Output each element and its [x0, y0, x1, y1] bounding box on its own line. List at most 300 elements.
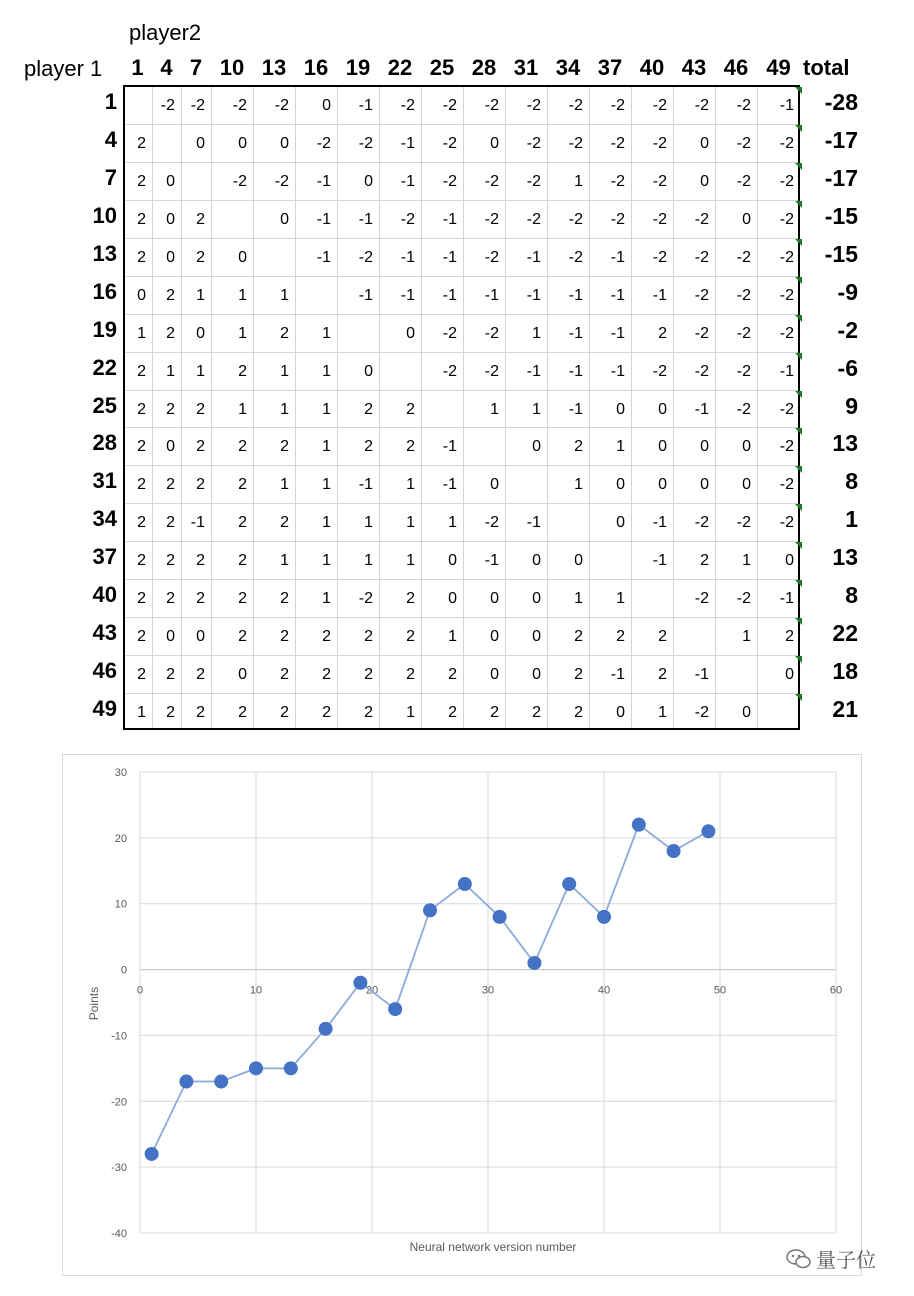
y-tick-label: -40 [111, 1228, 127, 1240]
row-total: 13 [832, 430, 858, 457]
table-cell: -2 [400, 210, 415, 228]
table-cell: -1 [526, 248, 541, 266]
data-point [319, 1022, 333, 1036]
table-cell: -2 [274, 97, 289, 114]
table-cell: -2 [779, 514, 794, 532]
table-cell: -2 [442, 172, 457, 190]
row-header: 22 [92, 354, 117, 380]
table-cell: 1 [490, 400, 499, 418]
table-cell: 2 [658, 666, 667, 684]
table-cell: 0 [196, 628, 205, 646]
data-point [179, 1075, 193, 1089]
note-flag-icon [795, 315, 802, 322]
table-cell: 2 [364, 666, 373, 684]
column-header: 7 [189, 55, 203, 80]
table-cell: -1 [358, 97, 373, 114]
table-cell: 2 [406, 400, 415, 418]
table-cell: 2 [196, 438, 205, 456]
series-line [152, 825, 709, 1154]
table-cell: -2 [779, 172, 794, 190]
table-cell: 1 [238, 324, 247, 342]
table-cell: -1 [358, 476, 373, 494]
table-cell: 0 [166, 628, 175, 646]
table-cell: -1 [442, 476, 457, 494]
data-point [632, 818, 646, 832]
table-cell: 0 [364, 172, 373, 190]
table-cell: 0 [574, 552, 583, 570]
table-cell: -2 [358, 134, 373, 152]
table-cell: 2 [280, 704, 289, 722]
note-flag-icon [795, 391, 802, 398]
table-cell: 2 [322, 666, 331, 684]
table-cell: 2 [280, 628, 289, 646]
grid-row-line [125, 238, 798, 239]
table-cell: 2 [137, 514, 146, 532]
table-cell: -2 [610, 172, 625, 190]
table-cell: -1 [568, 324, 583, 342]
table-cell: 2 [448, 666, 457, 684]
table-cell: -1 [400, 248, 415, 266]
row-total: 8 [845, 468, 858, 495]
row-header: 40 [92, 582, 117, 608]
table-cell: -1 [358, 286, 373, 304]
grid-col-line [715, 87, 716, 728]
table-cell: 0 [196, 324, 205, 342]
table-cell: -2 [694, 324, 709, 342]
table-cell: -2 [442, 97, 457, 114]
table-cell: 0 [658, 438, 667, 456]
table-cell: 1 [137, 704, 146, 722]
table-cell: 2 [196, 590, 205, 608]
table-cell: -2 [526, 172, 541, 190]
data-point [145, 1147, 159, 1161]
table-cell: 2 [364, 400, 373, 418]
player1-label: player 1 [24, 56, 103, 81]
data-point [458, 877, 472, 891]
grid-col-line [181, 87, 182, 728]
table-cell: 2 [137, 476, 146, 494]
table-cell: -2 [736, 590, 751, 608]
table-cell: 1 [532, 400, 541, 418]
table-cell: 2 [280, 666, 289, 684]
data-point [701, 824, 715, 838]
data-point [249, 1061, 263, 1075]
table-cell: 0 [616, 476, 625, 494]
column-header: 22 [387, 55, 413, 80]
table-cell: 1 [322, 476, 331, 494]
note-flag-icon [795, 542, 802, 549]
x-tick-label: 40 [597, 984, 611, 997]
data-point [388, 1002, 402, 1016]
table-cell: -2 [442, 134, 457, 152]
table-cell: 2 [238, 552, 247, 570]
row-total: -17 [824, 164, 858, 191]
grid-col-line [631, 87, 632, 728]
table-cell: 0 [616, 704, 625, 722]
table-cell: -2 [358, 248, 373, 266]
table-cell: 2 [532, 704, 541, 722]
table-cell: 2 [238, 704, 247, 722]
table-cell: 0 [490, 476, 499, 494]
table-cell: -2 [316, 134, 331, 152]
table-cell: -2 [779, 248, 794, 266]
table-cell: -2 [652, 134, 667, 152]
table-cell: -2 [652, 210, 667, 228]
table-cell: 1 [280, 400, 289, 418]
row-header: 34 [92, 506, 117, 532]
table-cell: 2 [137, 210, 146, 228]
table-cell: 0 [166, 172, 175, 190]
table-cell: 2 [196, 476, 205, 494]
table-cell: 0 [658, 476, 667, 494]
table-cell: -2 [568, 97, 583, 114]
row-total: 9 [845, 392, 858, 419]
table-cell: 0 [658, 400, 667, 418]
table-cell: -2 [484, 248, 499, 266]
table-cell: -2 [484, 97, 499, 114]
grid-row-line [125, 352, 798, 353]
grid-col-line [421, 87, 422, 728]
table-cell: 0 [532, 666, 541, 684]
table-cell: 2 [364, 628, 373, 646]
table-cell: -2 [694, 590, 709, 608]
table-cell: -2 [232, 172, 247, 190]
row-header: 10 [92, 202, 117, 228]
row-header: 46 [92, 658, 117, 684]
table-cell: 2 [616, 628, 625, 646]
table-cell: -1 [316, 210, 331, 228]
table-cell: 1 [280, 362, 289, 380]
table-cell: 2 [364, 704, 373, 722]
table-cell: 1 [322, 438, 331, 456]
column-header: 43 [681, 55, 707, 80]
table-cell: 0 [406, 324, 415, 342]
table-cell: 1 [322, 590, 331, 608]
table-cell: 1 [616, 438, 625, 456]
note-flag-icon [795, 163, 802, 170]
grid-row-line [125, 200, 798, 201]
table-cell: 0 [166, 438, 175, 456]
table-cell: 2 [406, 438, 415, 456]
grid-col-line [152, 87, 153, 728]
row-header: 37 [92, 544, 117, 570]
row-total: 1 [845, 506, 858, 533]
table-cell: -2 [779, 286, 794, 304]
row-total: -15 [824, 240, 858, 267]
table-cell: -2 [779, 324, 794, 342]
table-cell: 2 [137, 552, 146, 570]
table-cell: -2 [568, 210, 583, 228]
column-header: 19 [345, 55, 371, 80]
note-flag-icon [795, 239, 802, 246]
table-cell: -2 [232, 97, 247, 114]
grid-row-line [125, 617, 798, 618]
table-cell: 2 [700, 552, 709, 570]
table-cell: 1 [196, 286, 205, 304]
row-header: 7 [104, 164, 117, 190]
table-cell: -2 [694, 362, 709, 380]
data-point [667, 844, 681, 858]
column-header: 4 [160, 55, 173, 80]
data-point [423, 903, 437, 917]
table-cell: 2 [490, 704, 499, 722]
table-cell: 2 [406, 666, 415, 684]
table-cell: 0 [448, 590, 457, 608]
note-flag-icon [795, 201, 802, 208]
table-cell: -2 [779, 210, 794, 228]
column-header: 49 [766, 55, 791, 80]
table-cell: 2 [166, 324, 175, 342]
results-grid [123, 85, 800, 730]
note-flag-icon [795, 277, 802, 284]
table-cell: 2 [166, 666, 175, 684]
table-cell: 2 [137, 248, 146, 266]
table-cell: -1 [526, 286, 541, 304]
table-cell: -1 [652, 552, 667, 570]
y-tick-label: 20 [114, 832, 127, 845]
table-cell: -2 [652, 248, 667, 266]
grid-row-line [125, 693, 798, 694]
grid-row-line [125, 390, 798, 391]
chart-frame [62, 754, 862, 1276]
note-flag-icon [795, 504, 802, 511]
table-cell: -1 [652, 514, 667, 532]
table-cell: -1 [190, 514, 205, 532]
grid-col-line [379, 87, 380, 728]
table-cell: -2 [736, 248, 751, 266]
x-tick-label: 50 [713, 984, 727, 997]
table-cell: 0 [532, 628, 541, 646]
row-header: 19 [92, 316, 117, 342]
grid-col-line [337, 87, 338, 728]
table-cell: -1 [610, 286, 625, 304]
table-cell: 1 [448, 514, 457, 532]
note-flag-icon [795, 87, 802, 94]
table-cell: 1 [574, 476, 583, 494]
grid-col-line [211, 87, 212, 728]
grid-col-line [505, 87, 506, 728]
table-cell: -2 [442, 324, 457, 342]
row-total: 21 [832, 696, 858, 723]
note-flag-icon [795, 618, 802, 625]
table-cell: 0 [280, 210, 289, 228]
table-cell: 2 [280, 324, 289, 342]
table-cell: 0 [490, 590, 499, 608]
y-tick-label: -10 [111, 1030, 127, 1043]
table-cell: 2 [137, 666, 146, 684]
note-flag-icon [795, 428, 802, 435]
table-cell: 0 [785, 666, 794, 684]
table-cell: -2 [484, 324, 499, 342]
table-cell: -1 [442, 286, 457, 304]
data-point [493, 910, 507, 924]
row-total: -6 [837, 354, 858, 381]
row-total: 18 [832, 658, 858, 685]
column-header: 40 [639, 55, 665, 80]
table-cell: -2 [736, 324, 751, 342]
table-cell: 2 [574, 704, 583, 722]
table-cell: 0 [700, 438, 709, 456]
table-cell: 2 [137, 134, 146, 152]
grid-col-line [757, 87, 758, 728]
table-cell: 2 [238, 438, 247, 456]
table-cell: 0 [238, 134, 247, 152]
data-point [562, 877, 576, 891]
note-flag-icon [795, 125, 802, 132]
table-cell: -2 [442, 362, 457, 380]
grid-col-line [547, 87, 548, 728]
column-header: 16 [303, 55, 329, 80]
table-cell: 0 [616, 514, 625, 532]
table-cell: 0 [137, 286, 146, 304]
table-cell: -2 [694, 514, 709, 532]
table-cell: -2 [779, 134, 794, 152]
grid-col-line [673, 87, 674, 728]
table-cell: -1 [779, 590, 794, 608]
table-cell: 2 [196, 552, 205, 570]
table-cell: 2 [196, 666, 205, 684]
table-cell: -1 [568, 286, 583, 304]
table-cell: 0 [532, 438, 541, 456]
table-cell: -2 [736, 400, 751, 418]
row-header: 49 [92, 696, 117, 722]
table-cell: -2 [736, 362, 751, 380]
table-cell: -2 [274, 172, 289, 190]
table-cell: 2 [448, 704, 457, 722]
table-cell: -1 [610, 324, 625, 342]
table-cell: 1 [532, 324, 541, 342]
table-cell: 1 [658, 704, 667, 722]
points-chart [63, 755, 861, 1275]
table-cell: 1 [742, 552, 751, 570]
table-cell: 0 [532, 590, 541, 608]
watermark-text: 量子位 [816, 1250, 876, 1272]
column-header: 1 [131, 55, 144, 80]
table-cell: 0 [238, 666, 247, 684]
table-cell: 1 [364, 514, 373, 532]
y-axis-label: Points [87, 986, 101, 1021]
table-cell: 0 [280, 134, 289, 152]
table-cell: 0 [166, 210, 175, 228]
table-cell: -1 [316, 248, 331, 266]
table-cell: -2 [400, 97, 415, 114]
table-cell: -2 [610, 97, 625, 114]
table-cell: 1 [574, 590, 583, 608]
row-header: 13 [92, 240, 117, 266]
data-point [284, 1061, 298, 1075]
column-header: 10 [219, 55, 245, 80]
table-cell: 1 [196, 362, 205, 380]
grid-col-line [589, 87, 590, 728]
grid-row-line [125, 503, 798, 504]
table-cell: -1 [610, 666, 625, 684]
table-cell: 0 [532, 552, 541, 570]
grid-col-line [253, 87, 254, 728]
x-tick-label: 20 [365, 984, 379, 997]
table-cell: -1 [526, 362, 541, 380]
column-header: 46 [723, 55, 749, 80]
table-cell: 2 [785, 628, 794, 646]
table-cell: 0 [700, 476, 709, 494]
table-cell: 2 [196, 704, 205, 722]
table-cell: -1 [610, 362, 625, 380]
table-cell: -1 [610, 248, 625, 266]
note-flag-icon [795, 353, 802, 360]
table-cell: 2 [238, 476, 247, 494]
note-flag-icon [795, 466, 802, 473]
table-cell: 2 [196, 248, 205, 266]
grid-row-line [125, 465, 798, 466]
table-cell: -2 [694, 248, 709, 266]
row-total: -15 [824, 202, 858, 229]
note-flag-icon [795, 656, 802, 663]
table-cell: -2 [526, 97, 541, 114]
table-cell: -2 [694, 97, 709, 114]
table-cell: 1 [616, 590, 625, 608]
table-cell: -2 [568, 134, 583, 152]
table-cell: 1 [137, 324, 146, 342]
table-cell: -2 [736, 97, 751, 114]
total-header: total [803, 55, 850, 80]
x-axis-label: Neural network version number [409, 1240, 577, 1254]
player2-label: player2 [129, 20, 202, 45]
table-cell: -1 [400, 134, 415, 152]
table-cell: -1 [484, 552, 499, 570]
table-cell: -2 [694, 704, 709, 722]
table-cell: 2 [322, 704, 331, 722]
table-cell: 0 [322, 97, 331, 114]
table-cell: 0 [742, 476, 751, 494]
row-total: 13 [832, 544, 858, 571]
table-cell: -2 [652, 172, 667, 190]
column-header: 25 [429, 55, 455, 80]
table-cell: 2 [406, 590, 415, 608]
table-cell: 2 [574, 628, 583, 646]
table-cell: 2 [406, 628, 415, 646]
table-cell: 1 [364, 552, 373, 570]
row-header: 4 [104, 126, 117, 152]
table-cell: 0 [785, 552, 794, 570]
y-tick-label: 30 [114, 767, 127, 779]
table-cell: 0 [700, 172, 709, 190]
table-cell: -2 [484, 210, 499, 228]
table-cell: 0 [238, 248, 247, 266]
row-header: 16 [92, 278, 117, 304]
y-tick-label: -20 [111, 1096, 127, 1109]
table-cell: 2 [166, 704, 175, 722]
table-cell: 2 [280, 438, 289, 456]
table-cell: -2 [484, 172, 499, 190]
table-cell: 0 [742, 704, 751, 722]
table-cell: -1 [442, 248, 457, 266]
table-cell: 0 [616, 400, 625, 418]
row-header: 43 [92, 620, 117, 646]
table-cell: 2 [166, 286, 175, 304]
table-cell: 1 [280, 476, 289, 494]
table-cell: 2 [658, 628, 667, 646]
table-cell: 2 [322, 628, 331, 646]
row-header: 31 [92, 468, 117, 494]
data-point [214, 1075, 228, 1089]
row-total: 8 [845, 582, 858, 609]
table-cell: 2 [238, 628, 247, 646]
table-cell: 2 [280, 590, 289, 608]
table-cell: 2 [166, 476, 175, 494]
table-cell: 2 [574, 438, 583, 456]
grid-row-line [125, 541, 798, 542]
table-cell: 0 [490, 666, 499, 684]
table-cell: 2 [196, 210, 205, 228]
